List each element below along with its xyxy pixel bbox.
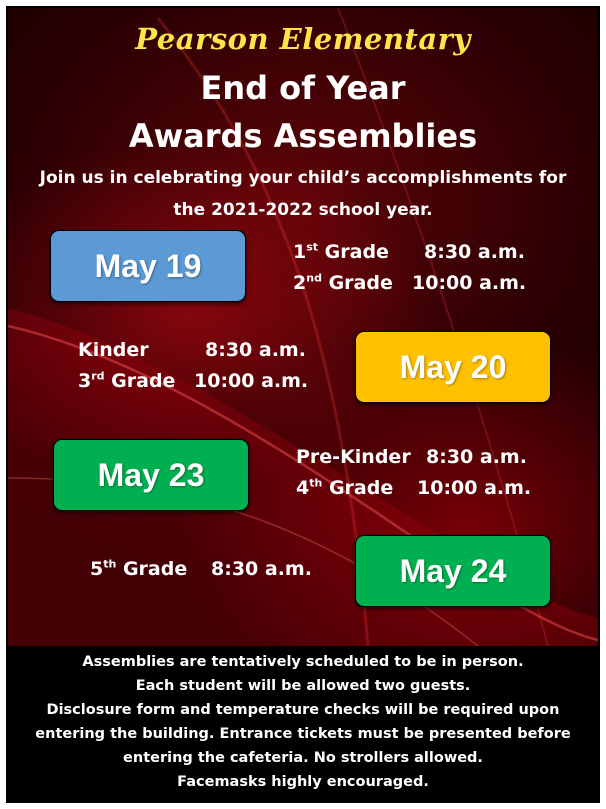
intro-line-2: the 2021-2022 school year. — [173, 200, 433, 220]
grade-suffix: st — [306, 240, 319, 254]
grade-suffix: rd — [91, 369, 105, 383]
session-1st-grade — [293, 241, 553, 263]
session-label: Grade — [116, 558, 188, 580]
poster-background — [8, 8, 598, 646]
session-label: Grade — [321, 272, 393, 294]
session-grade: 4 — [296, 477, 310, 499]
grade-suffix: th — [103, 557, 117, 571]
session-grade: 5 — [90, 558, 104, 580]
title-line-1: End of Year — [200, 69, 406, 107]
notice-line: Facemasks highly encouraged. — [177, 774, 429, 790]
notice-line: Disclosure form and temperature checks will be required upon — [46, 702, 560, 718]
session-time: 8:30 a.m. — [424, 241, 525, 263]
school-name: Pearson Elementary — [135, 22, 471, 56]
date-badge-may-19: May 19 — [50, 230, 246, 302]
notice-line: entering the building. Entrance tickets must be presented before — [35, 726, 571, 742]
flyer — [6, 6, 600, 803]
date-badge-may-20: May 20 — [355, 331, 551, 403]
session-grade: Kinder — [78, 339, 149, 361]
session-time: 8:30 a.m. — [426, 446, 527, 468]
grade-suffix: nd — [306, 271, 322, 285]
session-5th-grade — [90, 558, 350, 580]
session-grade: 1 — [293, 241, 307, 263]
notice-line: entering the cafeteria. No strollers allowed. — [123, 750, 483, 766]
session-label: Grade — [318, 241, 389, 263]
session-label: Grade — [322, 477, 394, 499]
session-time: 10:00 a.m. — [412, 272, 527, 294]
session-time: 8:30 a.m. — [211, 558, 312, 580]
session-2nd-grade — [293, 272, 553, 294]
notice-panel — [8, 646, 598, 801]
session-3rd-grade — [78, 370, 338, 392]
notice-line: Each student will be allowed two guests. — [135, 678, 471, 694]
session-time: 10:00 a.m. — [194, 370, 309, 392]
session-grade: Pre-Kinder — [296, 446, 411, 468]
notice-line: Assemblies are tentatively scheduled to be in person. — [82, 654, 524, 670]
title-line-2: Awards Assemblies — [128, 117, 478, 155]
intro-line-1: Join us in celebrating your child’s accomplishments for — [39, 168, 567, 188]
session-pre-kinder — [296, 446, 556, 468]
grade-suffix: th — [309, 476, 323, 490]
session-time: 8:30 a.m. — [205, 339, 306, 361]
date-badge-may-23: May 23 — [53, 439, 249, 511]
date-badge-may-24: May 24 — [355, 535, 551, 607]
session-label: Grade — [104, 370, 176, 392]
session-time: 10:00 a.m. — [417, 477, 532, 499]
session-4th-grade — [296, 477, 556, 499]
session-kinder — [78, 339, 338, 361]
session-grade: 3 — [78, 370, 92, 392]
session-grade: 2 — [293, 272, 307, 294]
